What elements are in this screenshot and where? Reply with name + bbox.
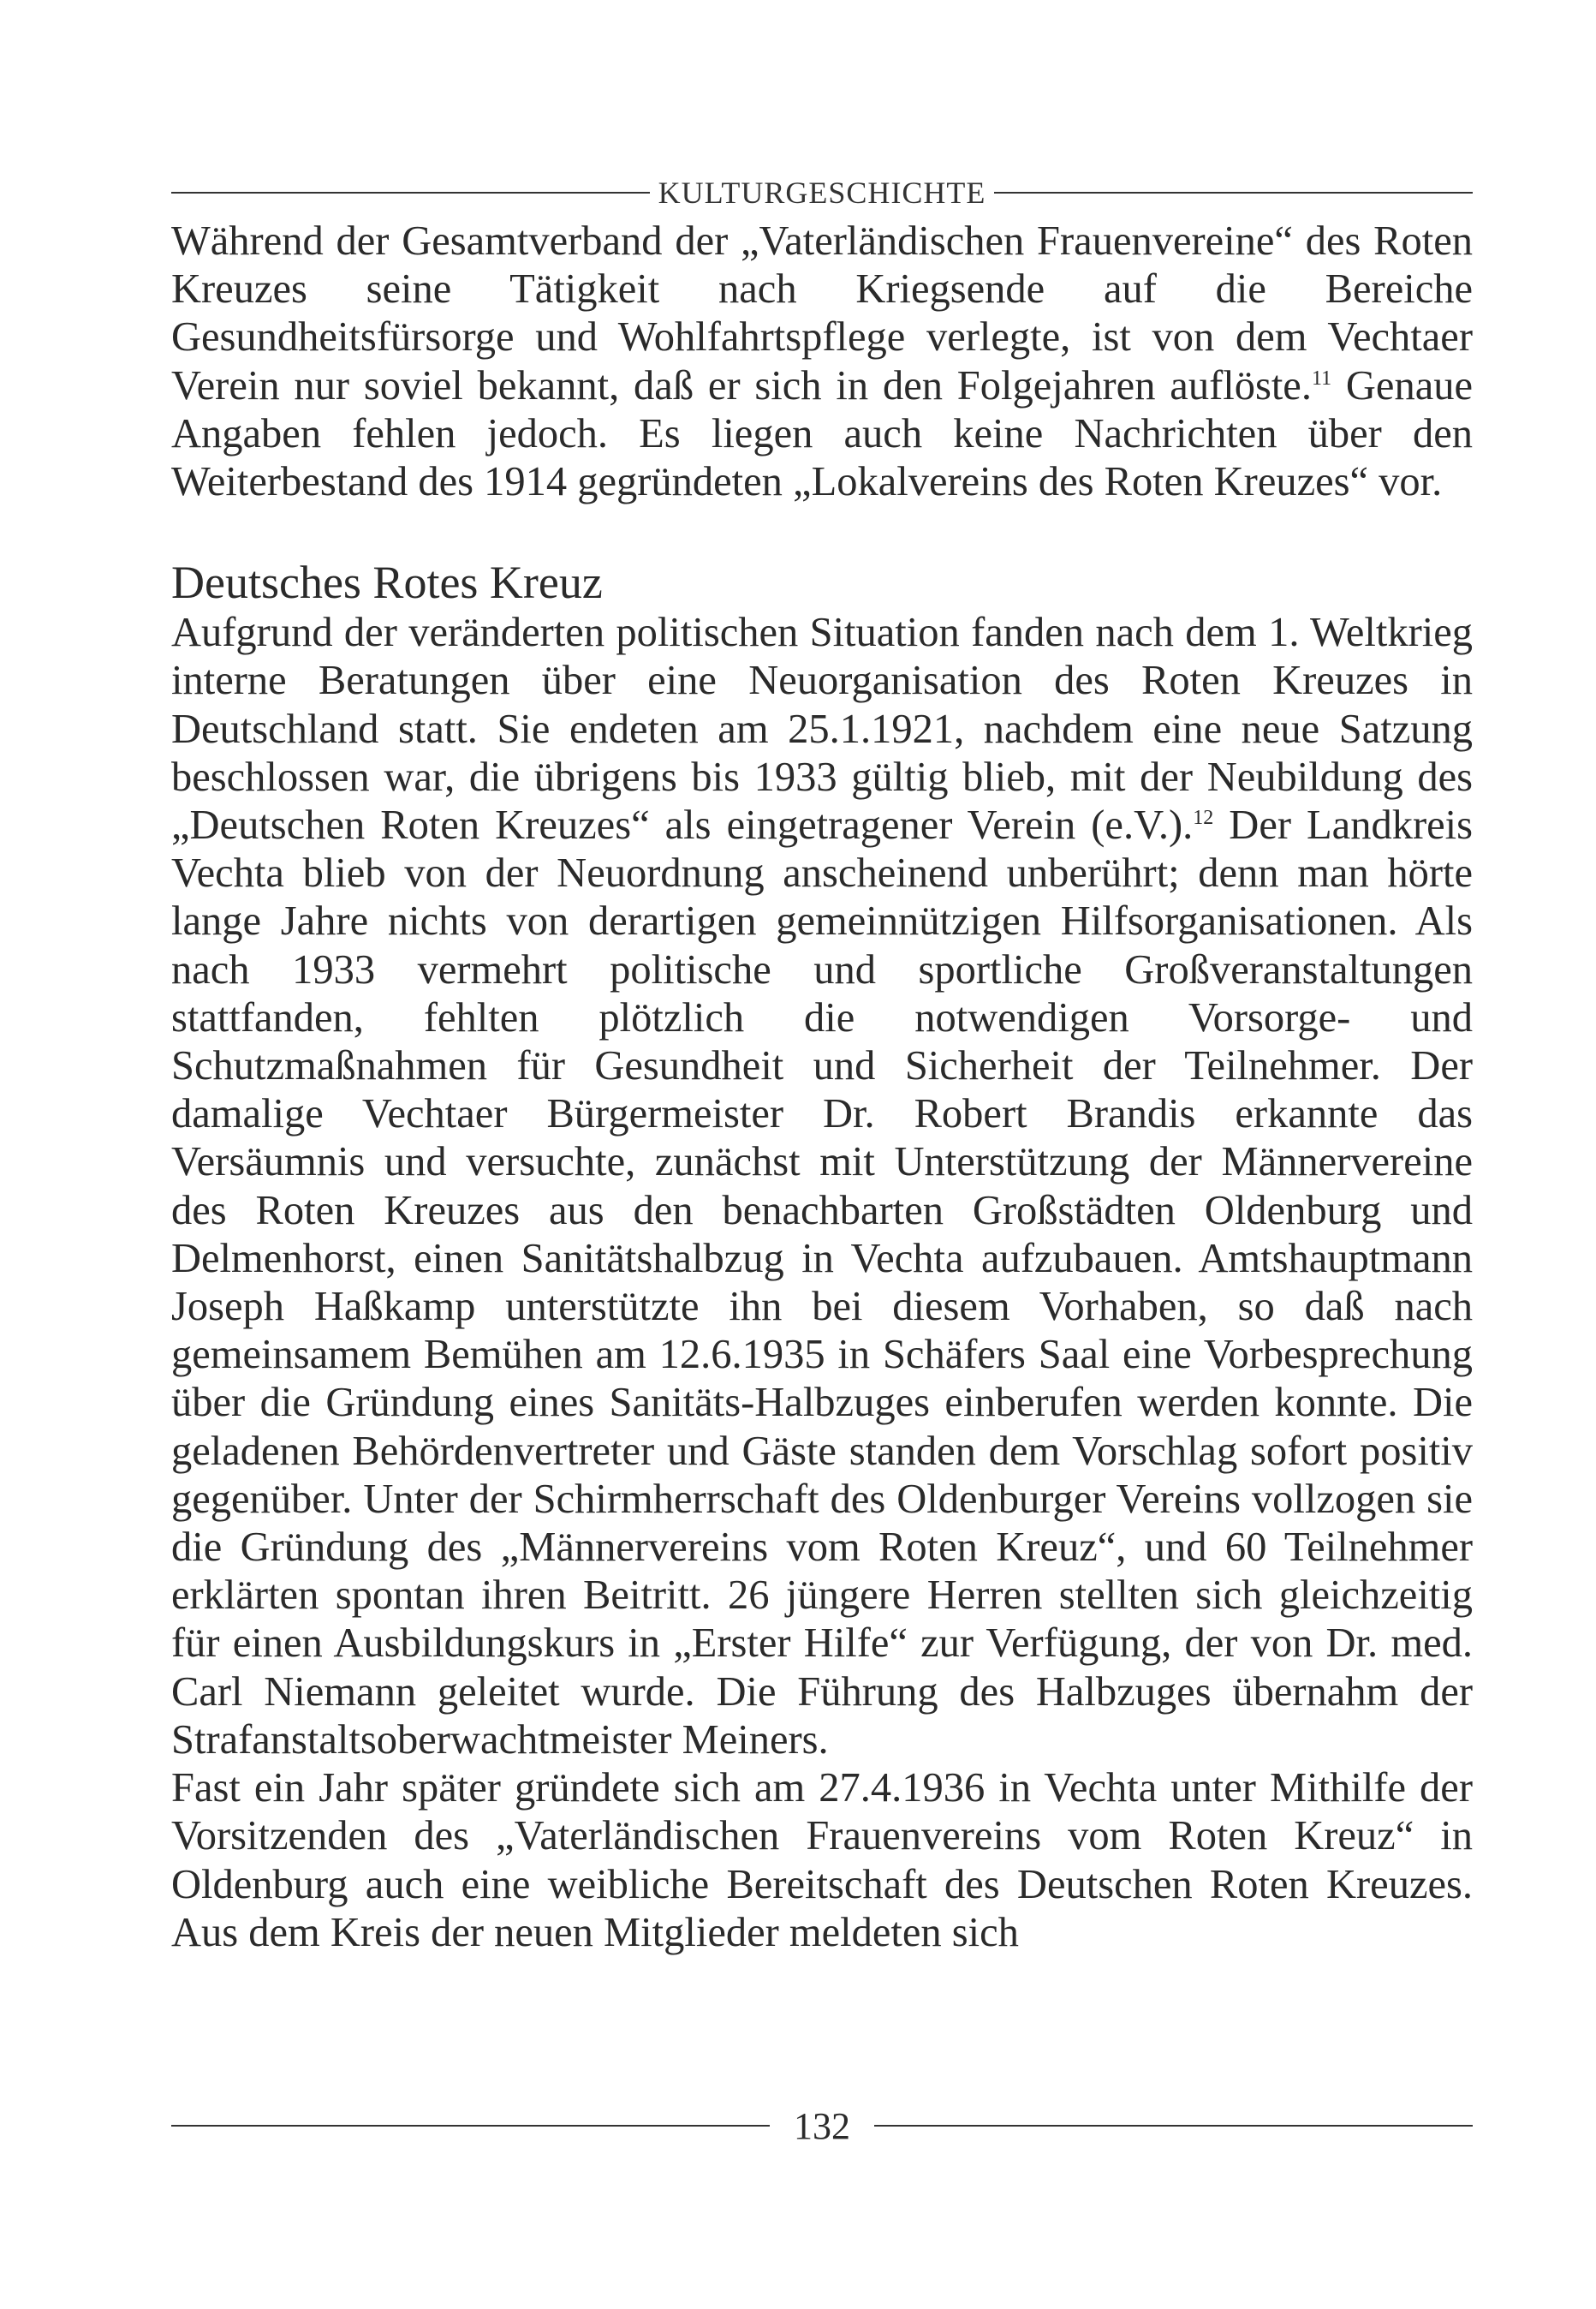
page-number: 132 bbox=[794, 2104, 850, 2147]
page-content bbox=[171, 168, 1473, 1957]
running-head-rule-left bbox=[171, 192, 650, 194]
paragraph-3: Fast ein Jahr später gründete sich am 27.4.1936 in Vechta unter Mithilfe der Vorsitzenden des „Vaterländischen Frauenvereins vom Roten Kreuz“ in Oldenburg auch eine weibliche Bereitschaft des Deutschen Roten Kreuzes. Aus dem Kreis der neuen Mitglieder meldeten sich bbox=[171, 1765, 1473, 1955]
paragraph-2 bbox=[171, 609, 1473, 1764]
page-footer bbox=[171, 2100, 1473, 2151]
running-head-title: KULTURGESCHICHTE bbox=[658, 176, 986, 210]
footer-rule-left bbox=[171, 2125, 770, 2127]
running-head-rule-right bbox=[994, 192, 1473, 194]
section-heading: Deutsches Rotes Kreuz bbox=[171, 557, 603, 609]
paragraph-1-text-a: Während der Gesamtverband der „Vaterländischen Frauenvereine“ des Roten Kreuzes seine Tätigkeit nach Kriegsende auf die Bereiche Gesundheitsfürsorge und Wohlfahrtspflege verlegte, ist von dem Vechtaer Verein nur soviel bekannt, daß er sich in den Folgejahren auflöste. bbox=[171, 218, 1473, 409]
paragraph-2-text-a: Aufgrund der veränderten politischen Situation fanden nach dem 1. Weltkrieg interne Beratungen über eine Neuorganisation des Roten Kreuzes in Deutschland statt. Sie endeten am 25.1.1921, nachdem eine neue Satzung beschlossen war, die übrigens bis 1933 gültig blieb, mit der Neubildung des „Deutschen Roten Kreuzes“ als eingetragener Verein (e.V.). bbox=[171, 610, 1473, 849]
paragraph-1-text-b: Genaue Angaben fehlen jedoch. Es liegen auch keine Nachrichten über den Weiterbestand des 1914 gegründeten „Lokalvereins des Roten Kreuzes“ vor. bbox=[171, 362, 1473, 505]
paragraph-1 bbox=[171, 218, 1473, 506]
footnote-marker-11: 11 bbox=[1311, 367, 1332, 390]
footer-rule-right bbox=[874, 2125, 1473, 2127]
running-head bbox=[171, 168, 1473, 218]
footnote-marker-12: 12 bbox=[1193, 806, 1214, 829]
paragraph-2-text-b: Der Landkreis Vechta blieb von der Neuordnung anscheinend unberührt; denn man hörte lange Jahre nichts von derartigen gemeinnützigen Hilfsorganisationen. Als nach 1933 vermehrt politische und sportliche Großveranstaltungen stattfanden, fehlten plötzlich die notwendigen Vorsorge- und Schutzmaßnahmen für Gesundheit und Sicherheit der Teilnehmer. Der damalige Vechtaer Bürgermeister Dr. Robert Brandis erkannte das Versäumnis und versuchte, zunächst mit Unterstützung der Männervereine des Roten Kreuzes aus den benachbarten Großstädten Oldenburg und Delmenhorst, einen Sanitätshalbzug in Vechta aufzubauen. Amtshauptmann Joseph Haßkamp unterstützte ihn bei diesem Vorhaben, so daß nach gemeinsamem Bemühen am 12.6.1935 in Schäfers Saal eine Vorbesprechung über die Gründung eines Sanitäts-Halbzuges einberufen werden konnte. Die geladenen Behördenvertreter und Gäste standen dem Vorschlag sofort positiv gegenüber. Unter der Schirmherrschaft des Oldenburger Vereins vollzogen sie die Gründung des „Männervereins vom Roten Kreuz“, und 60 Teilnehmer erklärten spontan ihren Beitritt. 26 jüngere Herren stellten sich gleichzeitig für einen Ausbildungskurs in „Erster Hilfe“ zur Verfügung, der von Dr. med. Carl Niemann geleitet wurde. Die Führung des Halbzuges übernahm der Strafanstaltsoberwachtmeister Meiners. bbox=[171, 802, 1473, 1763]
